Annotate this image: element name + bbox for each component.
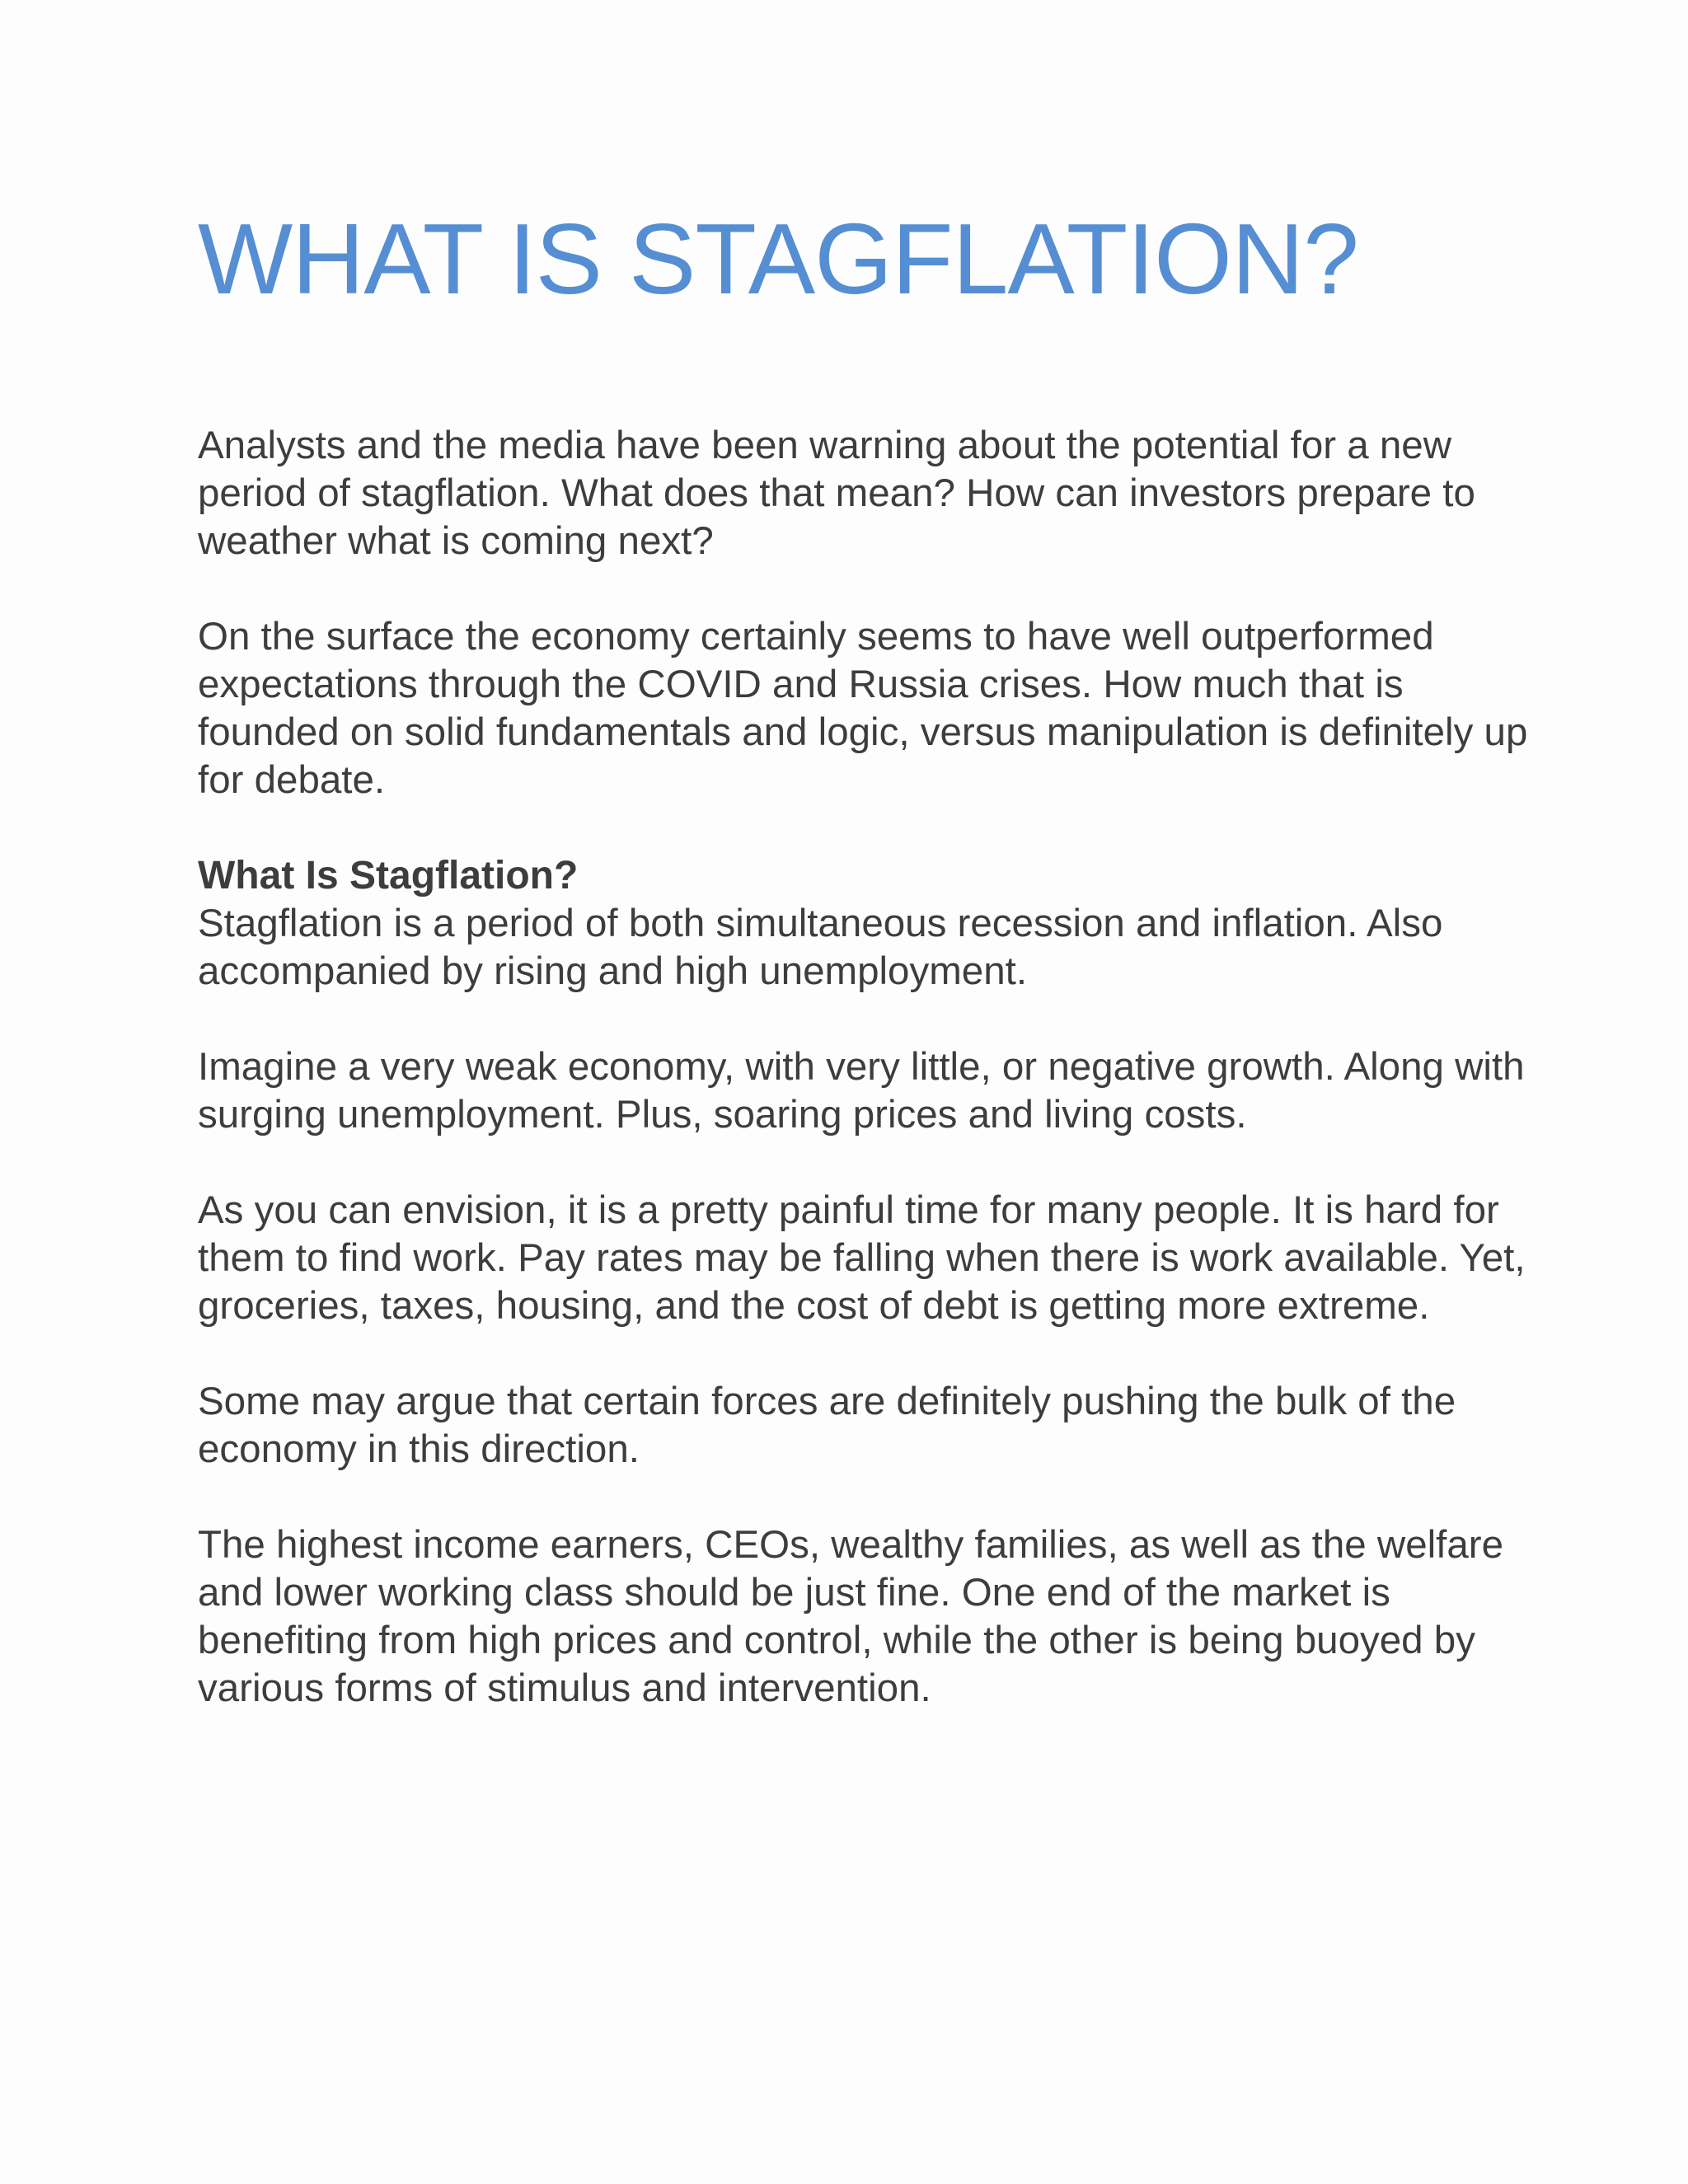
- intro-paragraph-1: Analysts and the media have been warning about the potential for a new period of stagflation. What does that mean? How can investors prepare to weather what is coming next?: [198, 424, 1475, 563]
- document-body: [198, 422, 1533, 1713]
- section-heading: What Is Stagflation?: [198, 854, 579, 898]
- document-content: [198, 190, 1533, 1713]
- section-paragraph-4: Some may argue that certain forces are definitely pushing the bulk of the economy in this direction.: [198, 1380, 1456, 1471]
- section-paragraph-2: Imagine a very weak economy, with very little, or negative growth. Along with surging unemployment. Plus, soaring prices and living costs.: [198, 1045, 1525, 1137]
- section-paragraph-1: Stagflation is a period of both simultaneous recession and inflation. Also accompanied by rising and high unemployment.: [198, 902, 1443, 993]
- section-paragraph-3: As you can envision, it is a pretty painful time for many people. It is hard for them to find work. Pay rates may be falling when there is work available. Yet, groceries, taxes, housing, and the cost of debt is getting more extreme.: [198, 1188, 1526, 1328]
- intro-paragraph-2: On the surface the economy certainly seems to have well outperformed expectations through the COVID and Russia crises. How much that is founded on solid fundamentals and logic, versus manipulation is definitely up for debate.: [198, 615, 1528, 802]
- section-paragraph-5: The highest income earners, CEOs, wealthy families, as well as the welfare and lower working class should be just fine. One end of the market is benefiting from high prices and control, while the other is being buoyed by various forms of stimulus and intervention.: [198, 1523, 1504, 1710]
- page-title: WHAT IS STAGFLATION?: [198, 203, 1359, 315]
